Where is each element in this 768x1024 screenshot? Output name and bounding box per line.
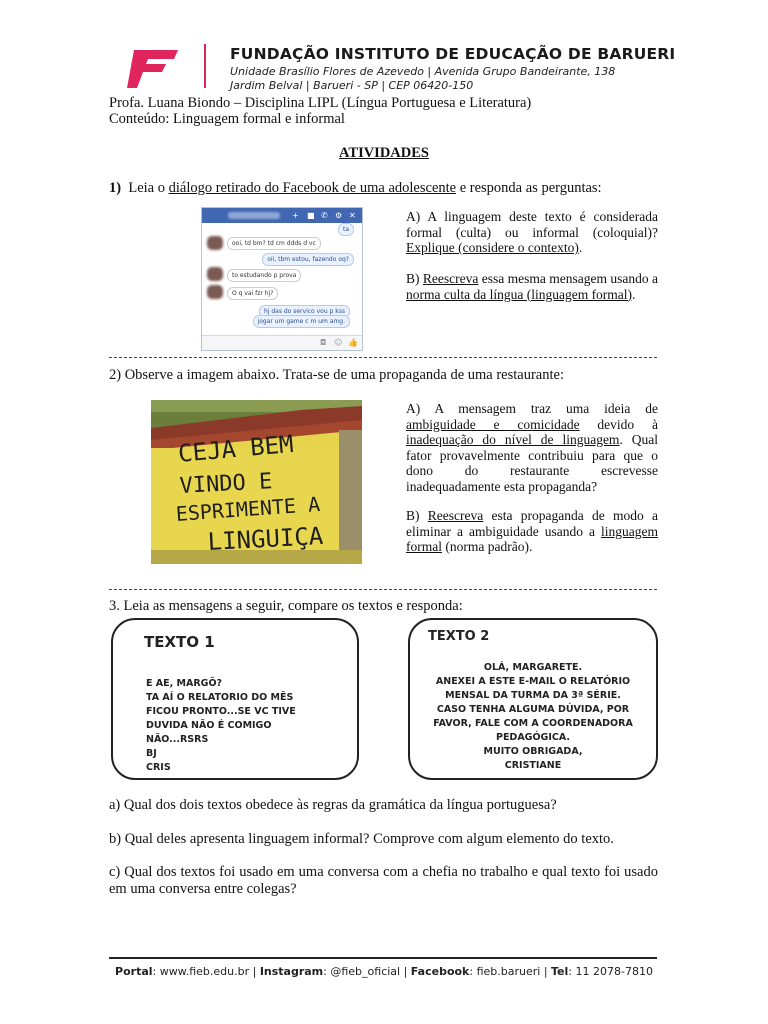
q1b-underlined-1: Reescreva bbox=[422, 271, 479, 286]
q2-prompt: 2) Observe a imagem abaixo. Trata-se de uma propaganda de uma restaurante: bbox=[109, 367, 564, 383]
chat-message: oii, tbm estou, fazendo oq? bbox=[262, 253, 354, 266]
page-title: ATIVIDADES bbox=[339, 145, 429, 161]
q1-prompt bbox=[109, 180, 602, 197]
org-address-line2: Jardim Belval | Barueri - SP | CEP 06420-150 bbox=[230, 79, 474, 92]
footer-instagram-label: Instagram bbox=[259, 965, 324, 978]
q2a-underlined-1: ambiguidade e comicidade bbox=[406, 416, 580, 432]
sign-line: LINGUIÇA bbox=[207, 521, 324, 556]
q2-question-b bbox=[406, 508, 658, 555]
footer-tel-label: Tel bbox=[551, 965, 569, 978]
footer-portal-value: : www.fieb.edu.br | bbox=[152, 965, 260, 978]
footer-portal-label: Portal bbox=[115, 965, 153, 978]
chat-message: ta bbox=[338, 223, 354, 236]
q1b-pre: B) bbox=[406, 271, 423, 286]
chat-message: hj das do servico vou p kss bbox=[259, 305, 350, 318]
q1-prompt-pre: Leia o bbox=[121, 180, 169, 196]
footer-rule bbox=[109, 957, 657, 959]
q1b-post: . bbox=[632, 286, 636, 302]
q1a-post: . bbox=[578, 240, 583, 255]
texto1-line: NÃO...RSRS bbox=[146, 734, 209, 745]
texto1-line: TA AÍ O RELATORIO DO MÊS bbox=[146, 692, 294, 703]
texto2-line: FAVOR, FALE COM A COORDENADORA bbox=[433, 718, 633, 729]
video-icon: ■ bbox=[307, 211, 315, 220]
q2a-underlined-2: inadequação do nível de linguagem bbox=[406, 432, 620, 447]
q2a-post: . Qual fator provavelmente contribuiu para que o dono do restaurante escrevesse inadequadamente esta propaganda? bbox=[406, 432, 658, 494]
avatar bbox=[207, 285, 223, 299]
like-icon: 👍 bbox=[348, 338, 358, 347]
texto2-line: MUITO OBRIGADA, bbox=[483, 746, 583, 757]
q2b-pre: B) bbox=[406, 508, 428, 523]
texto1-line: E AE, MARGÔ? bbox=[146, 678, 223, 689]
emoji-icon: ☺ bbox=[334, 338, 343, 347]
add-person-icon: + bbox=[292, 211, 299, 220]
avatar bbox=[207, 236, 223, 250]
q1-question-b bbox=[406, 271, 658, 302]
footer-facebook-label: Facebook bbox=[410, 965, 470, 978]
q1-question-a bbox=[406, 209, 658, 256]
q2-question-a bbox=[406, 401, 658, 494]
section-divider bbox=[109, 357, 657, 358]
texto2-line: ANEXEI A ESTE E-MAIL O RELATÓRIO bbox=[435, 676, 631, 687]
chat-message: jogar um game c m um amg. bbox=[253, 315, 350, 328]
org-title: FUNDAÇÃO INSTITUTO DE EDUCAÇÃO DE BARUERI bbox=[230, 45, 676, 63]
footer-instagram-value: : @fieb_oficial | bbox=[323, 965, 411, 978]
q1-number: 1) bbox=[109, 180, 122, 196]
q2a-pre: A) A mensagem traz uma ideia de bbox=[406, 401, 658, 416]
texto1-line: CRIS bbox=[146, 762, 171, 773]
q2b-mid: esta propaganda de modo a eliminar a ambiguidade usando a bbox=[406, 508, 658, 539]
sign-line: CEJA BEM bbox=[177, 429, 295, 468]
q1a-text: A) A linguagem deste texto é considerada formal (culta) ou informal (coloquial)? bbox=[406, 209, 658, 240]
q3-question-b: b) Qual deles apresenta linguagem informal? Comprove com algum elemento do texto. bbox=[109, 831, 614, 847]
blurred-contact-name bbox=[228, 212, 280, 219]
facebook-chat-image bbox=[201, 207, 363, 351]
texto2-line: MENSAL DA TURMA DA 3ª SÉRIE. bbox=[445, 690, 621, 701]
restaurant-sign-photo bbox=[151, 400, 362, 564]
q1b-underlined-2: norma culta da língua (linguagem formal) bbox=[406, 286, 633, 302]
footer-tel-value: : 11 2078-7810 bbox=[568, 965, 653, 978]
q2a-mid: devido à bbox=[579, 416, 658, 432]
gear-icon: ⚙ bbox=[335, 211, 343, 220]
avatar bbox=[207, 267, 223, 281]
chat-message: to estudando p prova bbox=[227, 269, 301, 282]
camera-icon: ◘ bbox=[320, 338, 327, 347]
sign-line: ESPRIMENTE A bbox=[175, 491, 321, 526]
q2b-post: (norma padrão). bbox=[442, 539, 533, 554]
chat-footer bbox=[202, 335, 362, 350]
q3-prompt: 3. Leia as mensagens a seguir, compare os textos e responda: bbox=[109, 598, 463, 614]
chat-header bbox=[202, 208, 362, 223]
org-address-line1: Unidade Brasílio Flores de Azevedo | Avenida Grupo Bandeirante, 138 bbox=[230, 65, 616, 78]
texto2-title: TEXTO 2 bbox=[428, 629, 490, 644]
fieb-logo bbox=[126, 46, 182, 92]
texto1-line: DUVIDA NÃO É COMIGO bbox=[146, 720, 272, 731]
chat-message: O q vai fzr hj? bbox=[227, 287, 278, 300]
footer-facebook-value: : fieb.barueri | bbox=[469, 965, 552, 978]
q2b-underlined-1: Reescreva bbox=[427, 508, 484, 523]
q1a-underlined: Explique (considere o contexto) bbox=[406, 240, 579, 255]
q2b-underlined-2: linguagem formal bbox=[406, 523, 658, 554]
texto1-line: FICOU PRONTO...SE VC TIVE bbox=[146, 706, 296, 717]
texto2-line: CRISTIANE bbox=[504, 760, 562, 771]
sign-line: VINDO E bbox=[179, 469, 273, 499]
texto2-box bbox=[408, 618, 658, 780]
texto1-line: BJ bbox=[146, 748, 157, 759]
content-line: Conteúdo: Linguagem formal e informal bbox=[109, 111, 345, 127]
q3-question-c: c) Qual dos textos foi usado em uma conversa com a chefia no trabalho e qual texto foi usado em uma conversa entre colegas? bbox=[109, 864, 658, 897]
phone-icon: ✆ bbox=[321, 211, 328, 220]
footer-contacts bbox=[0, 965, 768, 978]
section-divider bbox=[109, 589, 657, 590]
texto2-line: OLÁ, MARGARETE. bbox=[483, 662, 583, 673]
close-icon: ✕ bbox=[349, 211, 356, 220]
texto2-line: CASO TENHA ALGUMA DÚVIDA, POR bbox=[436, 704, 630, 715]
header-divider bbox=[204, 44, 206, 88]
chat-body bbox=[202, 223, 362, 335]
fieb-logo-icon bbox=[126, 46, 182, 92]
teacher-line: Profa. Luana Biondo – Disciplina LIPL (Língua Portuguesa e Literatura) bbox=[109, 95, 532, 111]
q1-prompt-post: e responda as perguntas: bbox=[456, 180, 602, 196]
texto1-title: TEXTO 1 bbox=[144, 633, 215, 651]
q1-prompt-underlined: diálogo retirado do Facebook de uma adolescente bbox=[168, 180, 457, 196]
q1b-mid: essa mesma mensagem usando a bbox=[478, 271, 658, 286]
texto2-line: PEDAGÓGICA. bbox=[495, 732, 570, 743]
texto1-box bbox=[111, 618, 359, 780]
chat-message: ooi, td bm? td cm ddds d vc bbox=[227, 237, 321, 250]
q3-question-a: a) Qual dos dois textos obedece às regras da gramática da língua portuguesa? bbox=[109, 797, 557, 813]
